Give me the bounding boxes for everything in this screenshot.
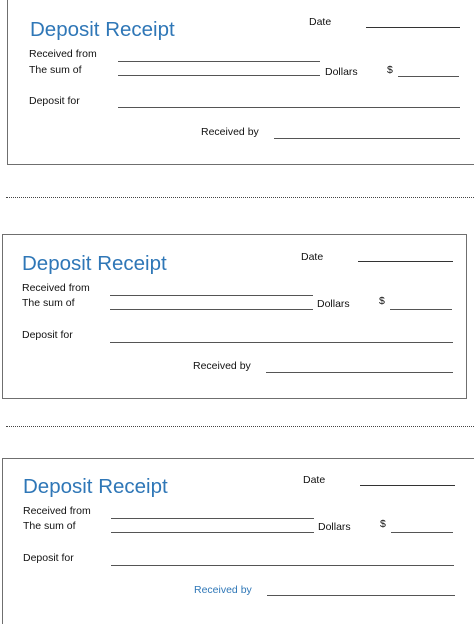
received-by-label: Received by [193, 360, 251, 372]
received-from-label: Received from [23, 505, 91, 517]
sum-label: The sum of [29, 64, 82, 76]
deposit-for-line[interactable] [111, 565, 454, 566]
cut-line [6, 197, 474, 198]
dollars-label: Dollars [318, 521, 351, 533]
deposit-for-label: Deposit for [23, 552, 74, 564]
received-from-label: Received from [29, 48, 97, 60]
dollars-label: Dollars [325, 66, 358, 78]
received-by-label: Received by [201, 126, 259, 138]
sum-line[interactable] [110, 309, 313, 310]
deposit-for-label: Deposit for [22, 329, 73, 341]
sum-label: The sum of [23, 520, 76, 532]
received-from-line[interactable] [110, 295, 313, 296]
dollar-sign: $ [379, 295, 385, 307]
receipt-title: Deposit Receipt [22, 252, 167, 275]
cut-line [6, 426, 474, 427]
deposit-for-line[interactable] [118, 107, 460, 108]
deposit-receipt-2 [2, 234, 467, 399]
deposit-receipt-1 [7, 0, 474, 165]
received-from-line[interactable] [118, 61, 320, 62]
date-label: Date [309, 16, 332, 28]
date-line[interactable] [358, 261, 453, 262]
received-by-line[interactable] [267, 595, 455, 596]
receipt-title: Deposit Receipt [23, 475, 168, 498]
deposit-for-label: Deposit for [29, 95, 80, 107]
sum-line[interactable] [111, 532, 314, 533]
deposit-receipt-3 [2, 458, 474, 624]
received-from-label: Received from [22, 282, 90, 294]
received-by-label: Received by [194, 584, 252, 596]
sum-label: The sum of [22, 297, 75, 309]
date-line[interactable] [360, 485, 455, 486]
amount-line[interactable] [398, 76, 459, 77]
date-label: Date [301, 251, 324, 263]
amount-line[interactable] [390, 309, 452, 310]
received-from-line[interactable] [111, 518, 314, 519]
received-by-line[interactable] [266, 372, 453, 373]
date-label: Date [303, 474, 326, 486]
amount-line[interactable] [391, 532, 453, 533]
deposit-for-line[interactable] [110, 342, 453, 343]
receipt-title: Deposit Receipt [30, 18, 175, 41]
received-by-line[interactable] [274, 138, 460, 139]
dollar-sign: $ [387, 64, 393, 76]
sum-line[interactable] [118, 75, 320, 76]
dollars-label: Dollars [317, 298, 350, 310]
date-line[interactable] [366, 27, 460, 28]
dollar-sign: $ [380, 518, 386, 530]
